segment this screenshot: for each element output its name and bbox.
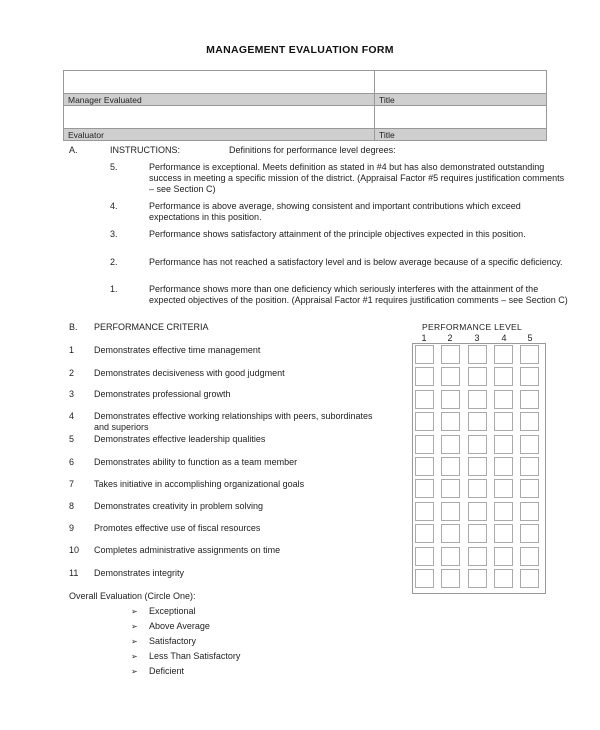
rating-checkbox[interactable] <box>415 345 434 364</box>
rating-checkbox[interactable] <box>415 479 434 498</box>
overall-option[interactable] <box>131 651 240 661</box>
rating-checkbox[interactable] <box>494 367 513 386</box>
criterion-number: 2 <box>69 368 75 378</box>
rating-checkbox[interactable] <box>415 457 434 476</box>
rating-checkbox[interactable] <box>494 479 513 498</box>
criterion-text: Demonstrates integrity <box>94 568 185 578</box>
rating-checkbox[interactable] <box>468 457 487 476</box>
manager-evaluated-label: Manager Evaluated <box>64 94 375 106</box>
level-num: 4. <box>110 201 118 211</box>
overall-option-label: Satisfactory <box>149 636 197 646</box>
criterion-number: 5 <box>69 434 75 444</box>
rating-checkbox[interactable] <box>441 569 460 588</box>
rating-checkbox[interactable] <box>415 524 434 543</box>
level-column-header: 4 <box>501 333 507 343</box>
criterion-text: Demonstrates ability to function as a team member <box>94 457 298 467</box>
overall-option-label: Exceptional <box>149 606 196 616</box>
criterion-text: Demonstrates effective time management <box>94 345 261 355</box>
form-title: MANAGEMENT EVALUATION FORM <box>206 44 394 56</box>
rating-checkbox[interactable] <box>468 345 487 364</box>
criteria-heading: PERFORMANCE CRITERIA <box>94 322 209 332</box>
criterion-number: 3 <box>69 389 75 399</box>
criterion-number: 11 <box>69 568 79 578</box>
rating-checkbox[interactable] <box>415 390 434 409</box>
rating-checkbox[interactable] <box>415 502 434 521</box>
level-column-header: 1 <box>421 333 427 343</box>
level-column-header: 2 <box>447 333 453 343</box>
rating-checkbox[interactable] <box>494 569 513 588</box>
rating-checkbox[interactable] <box>468 390 487 409</box>
level-definition: Performance has not reached a satisfactory level and is below average because of a specific deficiency. <box>149 257 563 267</box>
criterion-text: Demonstrates effective working relationships with peers, subordinates and superiors <box>94 411 373 432</box>
manager-title-field[interactable] <box>375 71 547 94</box>
rating-checkbox[interactable] <box>441 479 460 498</box>
level-definition: Performance shows satisfactory attainment of the principle objectives expected in this position. <box>149 229 526 239</box>
criterion-number: 7 <box>69 479 75 489</box>
overall-option[interactable] <box>131 666 184 676</box>
rating-checkbox[interactable] <box>494 524 513 543</box>
evaluator-title-label: Title <box>375 129 547 141</box>
arrow-bullet-icon: ➢ <box>131 622 138 631</box>
level-definition: Performance is exceptional. Meets definition as stated in #4 but has also demonstrated outstanding success in meeting a specific mission of the district. (Appraisal Factor #5 requires justification comments – see Section C) <box>149 162 565 194</box>
rating-checkbox[interactable] <box>468 547 487 566</box>
rating-checkbox[interactable] <box>468 569 487 588</box>
rating-checkbox[interactable] <box>441 502 460 521</box>
rating-checkbox[interactable] <box>441 345 460 364</box>
instructions-subheading: Definitions for performance level degrees: <box>229 145 396 155</box>
evaluator-label: Evaluator <box>64 129 375 141</box>
rating-checkbox[interactable] <box>520 390 539 409</box>
overall-option-label: Deficient <box>149 666 185 676</box>
rating-checkbox[interactable] <box>441 412 460 431</box>
criterion-text: Promotes effective use of fiscal resources <box>94 523 261 533</box>
criterion-text: Takes initiative in accomplishing organizational goals <box>94 479 305 489</box>
rating-checkbox[interactable] <box>468 435 487 454</box>
level-column-header: 5 <box>527 333 533 343</box>
criterion-number: 6 <box>69 457 75 467</box>
criterion-number: 9 <box>69 523 75 533</box>
rating-checkbox[interactable] <box>441 547 460 566</box>
rating-checkbox[interactable] <box>468 479 487 498</box>
section-b-letter: B. <box>69 322 78 332</box>
rating-checkbox[interactable] <box>468 502 487 521</box>
level-num: 2. <box>110 257 118 267</box>
instructions-heading: INSTRUCTIONS: <box>110 145 181 155</box>
rating-checkbox[interactable] <box>494 412 513 431</box>
criterion-number: 1 <box>69 345 75 355</box>
rating-checkbox[interactable] <box>520 435 539 454</box>
criterion-text: Demonstrates professional growth <box>94 389 231 399</box>
level-num: 5. <box>110 162 118 172</box>
section-a-letter: A. <box>69 145 78 155</box>
criterion-text: Demonstrates effective leadership qualities <box>94 434 266 444</box>
criterion-text: Completes administrative assignments on time <box>94 545 281 555</box>
rating-checkbox[interactable] <box>441 457 460 476</box>
rating-checkbox[interactable] <box>441 367 460 386</box>
rating-checkbox[interactable] <box>441 524 460 543</box>
level-definition: Performance shows more than one deficiency which seriously interferes with the attainment of the expected objectives of the position. (Appraisal Factor #1 requires justification comments – see Section C) <box>149 284 568 305</box>
rating-checkbox[interactable] <box>520 479 539 498</box>
criterion-number: 8 <box>69 501 75 511</box>
level-column-header: 3 <box>474 333 480 343</box>
arrow-bullet-icon: ➢ <box>131 667 138 676</box>
overall-option-label: Above Average <box>149 621 210 631</box>
criterion-text: Demonstrates creativity in problem solving <box>94 501 264 511</box>
header-table <box>63 70 547 141</box>
performance-level-heading: PERFORMANCE LEVEL <box>422 322 523 332</box>
rating-checkbox[interactable] <box>494 457 513 476</box>
evaluator-field[interactable] <box>64 106 375 129</box>
overall-option[interactable] <box>131 636 196 646</box>
rating-checkbox[interactable] <box>441 435 460 454</box>
rating-checkbox[interactable] <box>468 367 487 386</box>
rating-checkbox[interactable] <box>415 569 434 588</box>
manager-evaluated-field[interactable] <box>64 71 375 94</box>
rating-checkbox[interactable] <box>494 435 513 454</box>
rating-checkbox[interactable] <box>494 345 513 364</box>
rating-checkbox[interactable] <box>415 547 434 566</box>
arrow-bullet-icon: ➢ <box>131 637 138 646</box>
overall-option-label: Less Than Satisfactory <box>149 651 241 661</box>
manager-title-label: Title <box>375 94 547 106</box>
arrow-bullet-icon: ➢ <box>131 607 138 616</box>
level-num: 1. <box>110 284 118 294</box>
rating-checkbox[interactable] <box>520 457 539 476</box>
rating-checkbox[interactable] <box>520 547 539 566</box>
rating-checkbox[interactable] <box>520 524 539 543</box>
criterion-number: 4 <box>69 411 75 421</box>
rating-checkbox[interactable] <box>415 435 434 454</box>
overall-option[interactable] <box>131 621 210 631</box>
rating-checkbox[interactable] <box>494 502 513 521</box>
rating-checkbox[interactable] <box>520 345 539 364</box>
arrow-bullet-icon: ➢ <box>131 652 138 661</box>
level-definition: Performance is above average, showing consistent and important contributions which exceed expectations in this position. <box>149 201 521 222</box>
rating-checkbox[interactable] <box>415 412 434 431</box>
overall-option[interactable] <box>131 606 196 616</box>
rating-checkbox[interactable] <box>441 390 460 409</box>
rating-checkbox[interactable] <box>520 569 539 588</box>
criterion-text: Demonstrates decisiveness with good judgment <box>94 368 285 378</box>
rating-checkbox[interactable] <box>468 412 487 431</box>
rating-checkbox[interactable] <box>520 367 539 386</box>
rating-checkbox[interactable] <box>520 412 539 431</box>
rating-checkbox[interactable] <box>468 524 487 543</box>
level-num: 3. <box>110 229 118 239</box>
criterion-number: 10 <box>69 545 80 555</box>
overall-evaluation-label: Overall Evaluation (Circle One): <box>69 591 196 601</box>
rating-checkbox[interactable] <box>520 502 539 521</box>
rating-checkbox[interactable] <box>494 390 513 409</box>
rating-checkbox[interactable] <box>415 367 434 386</box>
rating-checkbox[interactable] <box>494 547 513 566</box>
evaluator-title-field[interactable] <box>375 106 547 129</box>
